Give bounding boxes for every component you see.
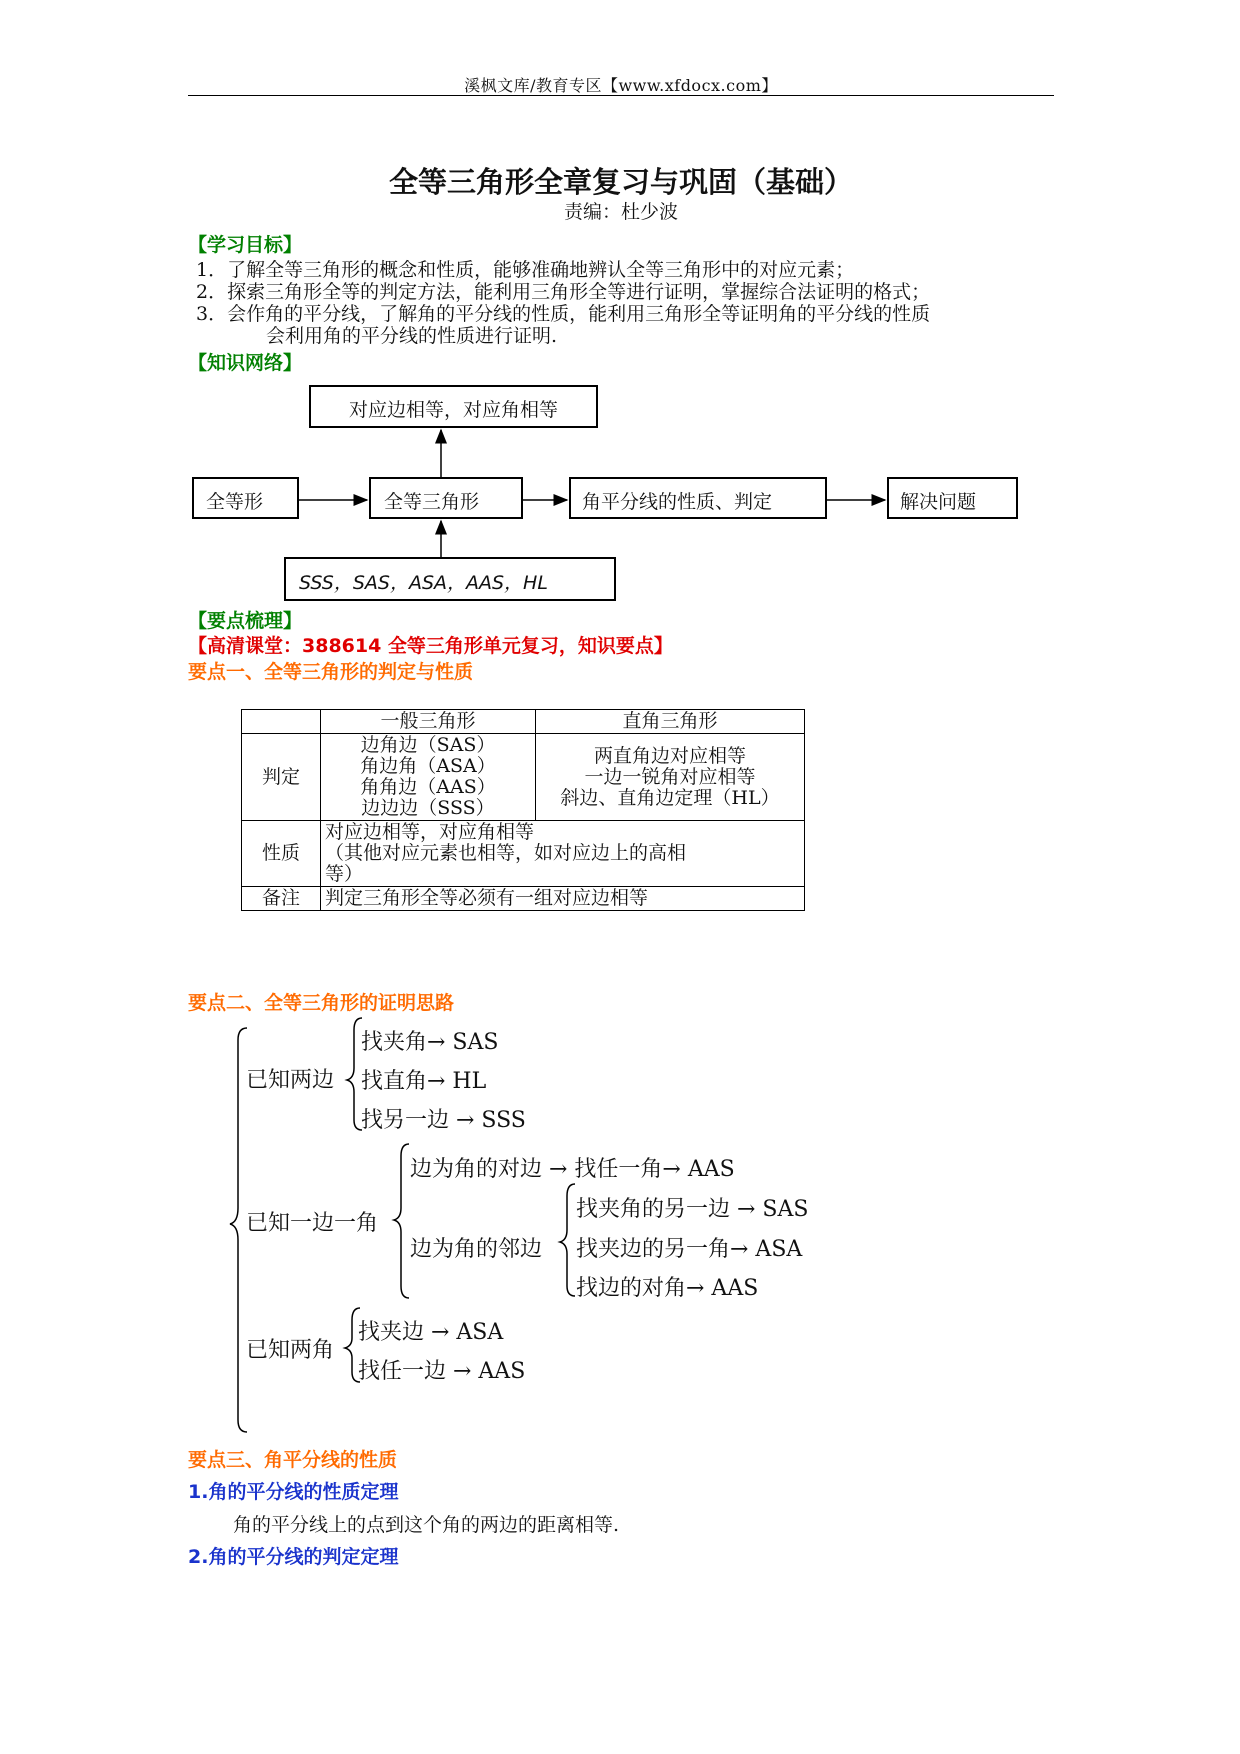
tree-g2-b-item-3: 找边的对角→ AAS [576, 1276, 759, 1301]
cell-note: 判定三角形全等必须有一组对应边相等 [321, 887, 805, 911]
row-label-judge: 判定 [242, 734, 321, 821]
box-triangle-label: 全等三角形 [384, 491, 480, 513]
row-label-note: 备注 [242, 887, 321, 911]
cell-property: 对应边相等，对应角相等 （其他对应元素也相等，如对应边上的高相 等） [321, 821, 805, 887]
row-label-property: 性质 [242, 821, 321, 887]
point-3-sub-2: 2.角的平分线的判定定理 [188, 1546, 399, 1568]
box-congruent-label: 全等形 [206, 491, 264, 513]
box-solve-label: 解决问题 [900, 491, 977, 513]
tree-g3-item-1: 找夹边 → ASA [358, 1320, 504, 1345]
point-1-heading: 要点一、全等三角形的判定与性质 [188, 661, 474, 683]
goal-item-2: 2．探索三角形全等的判定方法，能利用三角形全等进行证明，掌握综合法证明的格式； [196, 281, 931, 303]
cell-right-judge: 两直角边对应相等 一边一锐角对应相等 斜边、直角边定理（HL） [536, 734, 805, 821]
site-header: 溪枫文库/教育专区【www.xfdocx.com】 [464, 76, 778, 95]
tree-g2-b: 边为角的邻边 [410, 1237, 543, 1262]
point-3-heading: 要点三、角平分线的性质 [188, 1449, 398, 1471]
box-bisector-label: 角平分线的性质、判定 [582, 491, 773, 513]
tree-g1-label: 已知两边 [246, 1068, 335, 1093]
tree-g1-item-1: 找夹角→ SAS [361, 1030, 499, 1055]
editor-line: 责编：杜少波 [563, 201, 678, 223]
box-top-label: 对应边相等，对应角相等 [348, 399, 558, 421]
goals-heading: 【学习目标】 [188, 234, 303, 256]
goal-item-3-cont: 会利用角的平分线的性质进行证明. [266, 325, 558, 347]
point-3-sub-1: 1.角的平分线的性质定理 [188, 1481, 399, 1503]
network-heading: 【知识网络】 [188, 352, 303, 374]
page-title: 全等三角形全章复习与巩固（基础） [388, 165, 853, 199]
goal-item-3: 3．会作角的平分线，了解角的平分线的性质，能利用三角形全等证明角的平分线的性质 [196, 303, 931, 325]
tree-g2-a: 边为角的对边 → 找任一角→ AAS [410, 1157, 735, 1182]
tree-g2-b-item-2: 找夹边的另一角→ ASA [576, 1237, 803, 1262]
table-header-right: 直角三角形 [536, 710, 805, 734]
box-methods-label: SSS，SAS，ASA，AAS，HL [299, 572, 548, 594]
table-header-general: 一般三角形 [321, 710, 536, 734]
tree-g1-item-3: 找另一边 → SSS [361, 1108, 526, 1133]
tree-g3-label: 已知两角 [246, 1338, 335, 1363]
goal-item-1: 1．了解全等三角形的概念和性质，能够准确地辨认全等三角形中的对应元素； [196, 259, 855, 281]
point-2-heading: 要点二、全等三角形的证明思路 [188, 992, 455, 1014]
tree-g2-label: 已知一边一角 [246, 1211, 379, 1236]
tree-g2-b-item-1: 找夹角的另一边 → SAS [576, 1197, 809, 1222]
points-heading: 【要点梳理】 [188, 610, 303, 632]
tree-g3-item-2: 找任一边 → AAS [358, 1359, 526, 1384]
tree-g1-item-2: 找直角→ HL [361, 1069, 487, 1094]
point-3-sub-1-text: 角的平分线上的点到这个角的两边的距离相等. [233, 1514, 620, 1536]
class-link: 【高清课堂：388614 全等三角形单元复习，知识要点】 [188, 635, 673, 657]
cell-general-judge: 边角边（SAS） 角边角（ASA） 角角边（AAS） 边边边（SSS） [321, 734, 536, 821]
